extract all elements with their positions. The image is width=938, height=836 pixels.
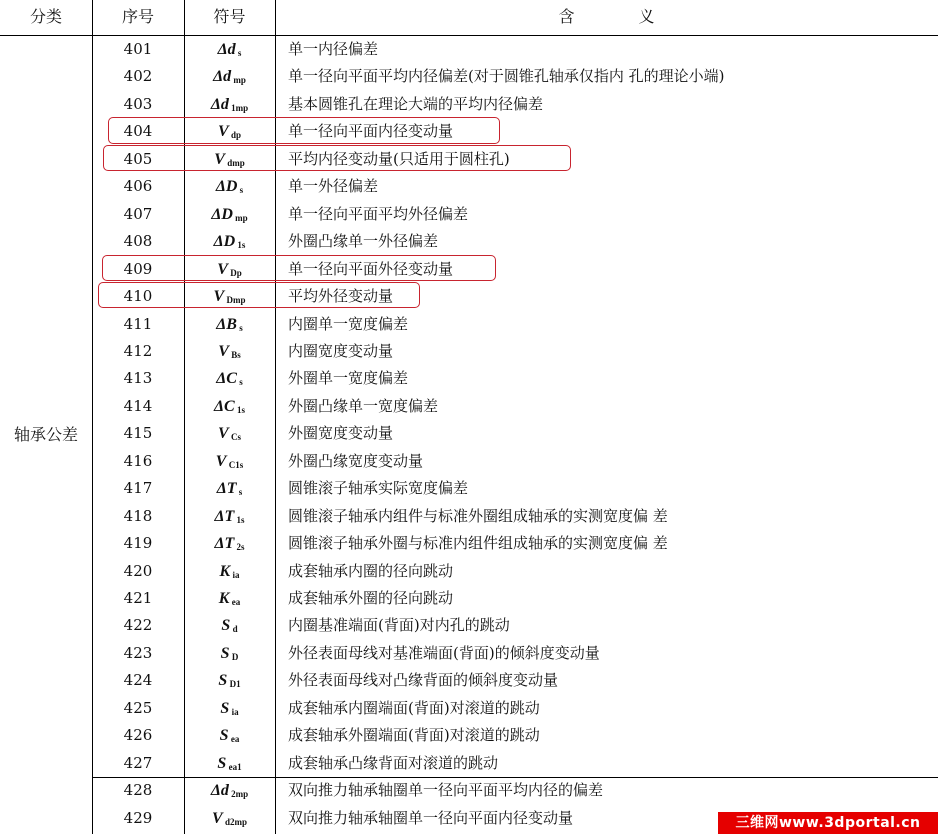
- header-category: 分类: [29, 7, 62, 26]
- symbol-subscript: s: [237, 185, 244, 196]
- row-symbol: [184, 777, 275, 808]
- symbol-main: V: [217, 260, 228, 278]
- row-number: 402: [123, 67, 153, 86]
- symbol-subscript: D1: [227, 679, 241, 690]
- row-number: 406: [123, 177, 153, 196]
- row-symbol: [184, 805, 275, 836]
- row-symbol: [184, 393, 275, 424]
- row-meaning: 外径表面母线对凸缘背面的倾斜度变动量: [288, 671, 559, 690]
- category-label: 轴承公差: [13, 425, 78, 444]
- row-number: 420: [123, 561, 153, 580]
- row-meaning: 外圈单一宽度偏差: [288, 369, 409, 388]
- row-meaning: 平均内径变动量(只适用于圆柱孔): [288, 149, 510, 168]
- row-meaning: 成套轴承凸缘背面对滚道的跳动: [288, 753, 499, 772]
- symbol-main: ΔD: [211, 205, 233, 223]
- symbol-main: ΔT: [214, 535, 235, 553]
- row-meaning: 内圈宽度变动量: [288, 341, 394, 360]
- row-symbol: [184, 612, 275, 643]
- row-number: 414: [123, 396, 153, 415]
- symbol-subscript: Cs: [228, 432, 241, 443]
- header-number: 序号: [121, 7, 154, 26]
- row-symbol: [184, 173, 275, 204]
- symbol-subscript: 2mp: [228, 789, 249, 800]
- symbol-subscript: s: [236, 322, 243, 333]
- row-meaning: 内圈单一宽度偏差: [288, 314, 409, 333]
- row-symbol: [184, 640, 275, 671]
- highlight-mark: [98, 282, 420, 308]
- row-number: 422: [123, 616, 153, 635]
- row-symbol: [184, 558, 275, 589]
- row-number: 418: [123, 506, 153, 525]
- row-symbol: [184, 338, 275, 369]
- symbol-subscript: 1s: [235, 240, 246, 251]
- row-meaning: 圆锥滚子轴承实际宽度偏差: [288, 479, 469, 498]
- row-number: 404: [123, 122, 153, 141]
- symbol-main: ΔC: [214, 397, 235, 415]
- symbol-subscript: s: [236, 377, 243, 388]
- row-symbol: [184, 448, 275, 479]
- row-meaning: 内圈基准端面(背面)对内孔的跳动: [288, 616, 510, 635]
- row-meaning: 基本圆锥孔在理论大端的平均内径偏差: [288, 94, 544, 113]
- symbol-main: V: [213, 288, 225, 306]
- symbol-main: S: [221, 617, 231, 635]
- highlight-mark: [102, 255, 496, 281]
- symbol-main: S: [219, 727, 229, 745]
- symbol-main: S: [218, 672, 228, 690]
- row-symbol: [184, 63, 275, 94]
- column-divider: [92, 0, 93, 834]
- row-meaning: 外径表面母线对基准端面(背面)的倾斜度变动量: [288, 643, 600, 662]
- row-number: 421: [123, 589, 153, 607]
- row-meaning: 外圈凸缘单一外径偏差: [288, 232, 439, 251]
- row-meaning: 单一径向平面外径变动量: [288, 259, 454, 278]
- row-number: 405: [123, 149, 153, 168]
- row-symbol: [184, 475, 275, 506]
- row-number: 427: [123, 753, 153, 772]
- symbol-main: ΔB: [216, 315, 237, 333]
- header-divider: [0, 35, 938, 36]
- row-number: 425: [123, 698, 153, 717]
- highlight-mark: [103, 145, 571, 171]
- symbol-subscript: dmp: [224, 157, 245, 168]
- row-number: 429: [123, 808, 153, 827]
- row-number: 428: [123, 781, 153, 800]
- row-number: 423: [123, 643, 153, 662]
- symbol-subscript: mp: [231, 75, 246, 86]
- symbol-main: V: [218, 425, 229, 443]
- row-number: 412: [123, 341, 153, 360]
- row-meaning: 成套轴承外圈端面(背面)对滚道的跳动: [288, 726, 540, 745]
- row-number: 419: [123, 534, 153, 553]
- symbol-main: V: [218, 123, 229, 141]
- symbol-main: K: [219, 562, 231, 580]
- symbol-main: K: [218, 590, 230, 607]
- row-meaning: 圆锥滚子轴承内组件与标准外圈组成轴承的实测宽度偏 差: [288, 506, 668, 525]
- row-meaning: 双向推力轴承轴圈单一径向平面平均内径的偏差: [288, 781, 604, 800]
- header-symbol: 符号: [213, 7, 246, 26]
- symbol-subscript: s: [235, 48, 242, 58]
- symbol-subscript: dp: [228, 130, 241, 141]
- symbol-subscript: 1s: [234, 404, 245, 415]
- row-number: 424: [123, 671, 153, 690]
- highlight-mark: [108, 117, 500, 143]
- row-number: 409: [123, 259, 153, 278]
- symbol-subscript: 2s: [234, 542, 245, 553]
- row-symbol: [184, 36, 275, 67]
- row-meaning: 圆锥滚子轴承外圈与标准内组件组成轴承的实测宽度偏 差: [288, 534, 668, 553]
- symbol-main: Δd: [217, 41, 236, 58]
- row-number: 408: [123, 232, 153, 251]
- watermark: 三维网www.3dportal.cn: [718, 812, 938, 834]
- row-meaning: 单一内径偏差: [288, 40, 379, 58]
- symbol-main: V: [218, 342, 229, 360]
- row-symbol: [184, 695, 275, 726]
- row-symbol: [184, 365, 275, 396]
- row-meaning: 单一径向平面平均外径偏差: [288, 204, 469, 223]
- row-number: 417: [123, 479, 153, 498]
- symbol-main: Δd: [213, 68, 232, 86]
- symbol-main: ΔD: [213, 233, 236, 251]
- row-symbol: [184, 585, 275, 616]
- symbol-subscript: ia: [230, 569, 240, 580]
- symbol-subscript: 1mp: [228, 102, 249, 113]
- symbol-subscript: ea: [228, 734, 240, 745]
- symbol-main: Δd: [210, 782, 229, 800]
- row-meaning: 成套轴承外圈的径向跳动: [288, 589, 454, 607]
- symbol-main: ΔC: [216, 370, 237, 388]
- symbol-main: V: [215, 452, 227, 470]
- symbol-main: S: [220, 644, 230, 662]
- symbol-main: S: [220, 699, 230, 717]
- row-symbol: [184, 722, 275, 753]
- row-number: 407: [123, 204, 153, 223]
- row-number: 426: [123, 726, 153, 745]
- row-symbol: [184, 420, 275, 451]
- symbol-subscript: 1s: [234, 514, 245, 525]
- symbol-subscript: Bs: [228, 349, 241, 360]
- symbol-subscript: D: [229, 651, 239, 662]
- symbol-subscript: d2mp: [222, 816, 247, 827]
- symbol-subscript: C1s: [226, 459, 244, 470]
- row-meaning: 外圈凸缘单一宽度偏差: [288, 396, 439, 415]
- row-number: 410: [123, 287, 153, 306]
- row-number: 401: [123, 40, 153, 58]
- symbol-main: V: [214, 150, 225, 168]
- header-meaning: 含 义: [558, 7, 655, 26]
- row-number: 403: [123, 94, 153, 113]
- symbol-main: Δd: [210, 95, 229, 113]
- row-meaning: 单一径向平面平均内径偏差(对于圆锥孔轴承仅指内 孔的理论小端): [288, 67, 725, 86]
- symbol-subscript: d: [230, 624, 238, 635]
- row-meaning: 成套轴承内圈的径向跳动: [288, 561, 454, 580]
- row-symbol: [184, 530, 275, 561]
- row-meaning: 外圈凸缘宽度变动量: [288, 451, 424, 470]
- row-number: 415: [123, 424, 153, 443]
- symbol-subscript: ia: [229, 706, 239, 717]
- symbol-main: ΔT: [214, 507, 235, 525]
- symbol-main: S: [217, 754, 227, 772]
- symbol-main: ΔD: [215, 178, 238, 196]
- symbol-subscript: Dmp: [224, 295, 246, 306]
- row-meaning: 外圈宽度变动量: [288, 424, 394, 443]
- symbol-main: V: [212, 809, 223, 827]
- symbol-subscript: s: [236, 487, 243, 498]
- symbol-subscript: Dp: [227, 267, 242, 278]
- row-meaning: 双向推力轴承轴圈单一径向平面内径变动量: [288, 808, 574, 827]
- row-meaning: 成套轴承内圈端面(背面)对滚道的跳动: [288, 698, 540, 717]
- row-meaning: 单一外径偏差: [288, 177, 379, 196]
- row-meaning: 单一径向平面内径变动量: [288, 122, 454, 141]
- row-number: 411: [123, 314, 153, 333]
- symbol-subscript: mp: [232, 212, 248, 223]
- row-symbol: [184, 311, 275, 342]
- row-number: 413: [123, 369, 153, 388]
- symbol-subscript: ea: [229, 597, 241, 607]
- row-symbol: [184, 667, 275, 698]
- row-symbol: [184, 503, 275, 534]
- symbol-subscript: ea1: [226, 761, 242, 772]
- row-number: 416: [123, 451, 153, 470]
- row-meaning: 平均外径变动量: [288, 287, 394, 306]
- section-divider: [92, 777, 938, 778]
- row-symbol: [184, 201, 275, 232]
- symbol-main: ΔT: [216, 480, 237, 498]
